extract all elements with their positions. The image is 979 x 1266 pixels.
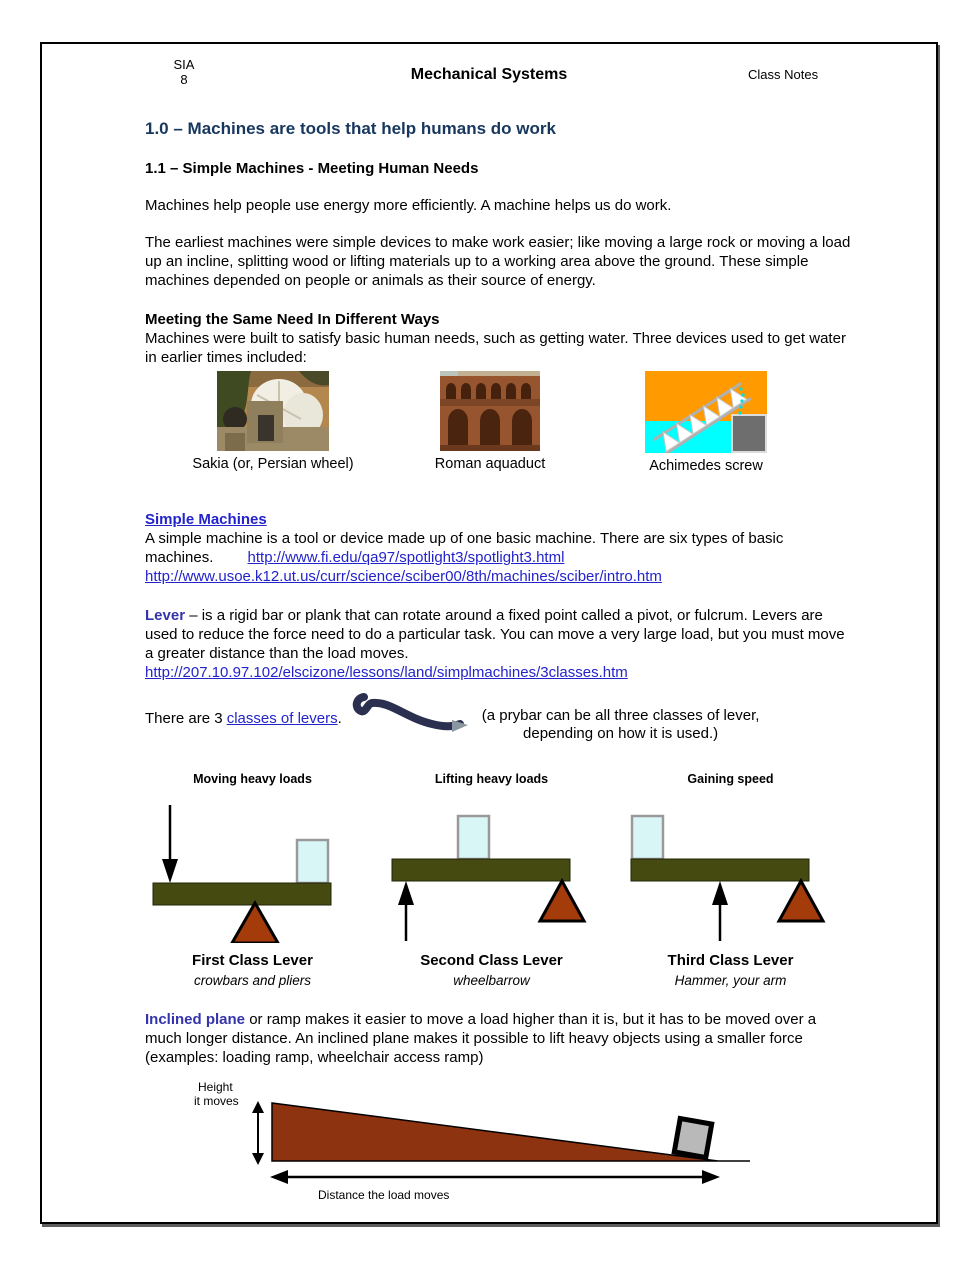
lever-definition: – is a rigid bar or plank that can rotate around a fixed point called a pivot, or fulcrum. Levers are used to reduce the force need to do a particular task. You can move a very large load, but you must move a greater distance than the load moves. — [145, 607, 845, 662]
lever-diagrams-row — [145, 770, 853, 990]
inclined-plane-paragraph — [145, 1010, 853, 1067]
meeting-needs-paragraph: Machines were built to satisfy basic human needs, such as getting water. Three devices used to get water in earlier times included: — [145, 330, 846, 366]
inclined-plane-diagram — [190, 1077, 853, 1210]
prybar-image — [348, 692, 470, 743]
first-class-name: First Class Lever — [192, 952, 313, 969]
second-class-lever-figure — [384, 770, 599, 990]
inclined-plane-definition: or ramp makes it easier to move a load higher than it is, but it has to be moved over a much longer distance. An inclined plane makes it possible to lift heavy objects using a smaller force (examples: loading ramp, wheelchair access ramp) — [145, 1011, 817, 1066]
page-header — [42, 44, 936, 90]
sakia-photo-icon — [217, 371, 329, 451]
second-class-name: Second Class Lever — [420, 952, 563, 969]
classes-sentence: There are 3 classes of levers. — [145, 710, 342, 727]
prybar-note: (a prybar can be all three classes of lever, depending on how it is used.) — [481, 707, 760, 742]
section-heading: 1.0 – Machines are tools that help humans do work — [145, 119, 556, 138]
figure-caption-sakia: Sakia (or, Persian wheel) — [192, 456, 354, 472]
first-class-lever-diagram — [145, 795, 360, 943]
device-figures-row — [145, 371, 853, 476]
first-class-examples: crowbars and pliers — [193, 973, 312, 988]
third-class-lever-diagram — [623, 795, 838, 943]
third-class-examples: Hammer, your arm — [674, 973, 787, 988]
prybar-icon — [348, 692, 470, 738]
document-title: Mechanical Systems — [410, 66, 568, 83]
second-class-title: Lifting heavy loads — [434, 772, 549, 786]
aqueduct-photo-icon — [440, 371, 540, 451]
figure-caption-aqueduct: Roman aquaduct — [434, 456, 546, 472]
figure-aqueduct — [395, 371, 585, 476]
subsection-heading: 1.1 – Simple Machines - Meeting Human Needs — [145, 160, 479, 177]
figure-archimedes-screw — [611, 371, 801, 476]
header-class-notes: Class Notes — [748, 67, 819, 82]
spotlight-link[interactable]: http://www.fi.edu/qa97/spotlight3/spotlight3.html — [247, 549, 565, 566]
lever-classes-row — [145, 692, 853, 748]
page-content — [145, 118, 853, 1210]
height-label-line1: Height — [198, 1080, 233, 1094]
simple-machines-link[interactable]: Simple Machines — [145, 511, 267, 528]
height-label-line2: it moves — [194, 1094, 239, 1108]
course-code-line1: SIA — [173, 57, 195, 72]
third-class-name: Third Class Lever — [667, 952, 794, 969]
earliest-machines-paragraph: The earliest machines were simple devices to make work easier; like moving a large rock or moving a load up an incline, splitting wood or lifting materials up to a working area above the ground. These simple machines depended on people or animals as their source of energy. — [145, 234, 851, 289]
lever-paragraph — [145, 606, 853, 663]
inclined-plane-term: Inclined plane — [145, 1011, 246, 1028]
first-class-lever-figure — [145, 770, 360, 990]
figure-sakia — [173, 371, 373, 476]
archimedes-screw-icon — [645, 371, 767, 453]
classes-of-levers-link[interactable]: classes of levers — [226, 710, 338, 727]
load-box — [674, 1118, 711, 1157]
figure-caption-archimedes: Achimedes screw — [649, 458, 763, 474]
intro-paragraph: Machines help people use energy more efficiently. A machine helps us do work. — [145, 197, 672, 214]
usoe-link[interactable]: http://www.usoe.k12.ut.us/curr/science/sciber00/8th/machines/sciber/intro.htm — [145, 568, 662, 585]
course-code-line2: 8 — [180, 72, 188, 87]
second-class-lever-diagram — [384, 795, 599, 943]
lever-term: Lever — [145, 607, 186, 624]
simple-machines-body: A simple machine is a tool or device made up of one basic machine. There are six types of basic machines. — [145, 530, 784, 566]
meeting-needs-heading: Meeting the Same Need In Different Ways — [145, 311, 440, 328]
third-class-lever-figure — [623, 770, 838, 990]
second-class-examples: wheelbarrow — [453, 973, 530, 988]
first-class-title: Moving heavy loads — [193, 772, 312, 786]
simple-machines-paragraph — [145, 529, 853, 586]
third-class-title: Gaining speed — [687, 772, 774, 786]
ramp-diagram-svg — [190, 1077, 790, 1205]
three-classes-link[interactable]: http://207.10.97.102/elscizone/lessons/land/simplmachines/3classes.htm — [145, 664, 628, 681]
document-page — [40, 42, 938, 1224]
simple-machines-section — [145, 510, 853, 586]
distance-label: Distance the load moves — [318, 1188, 450, 1202]
